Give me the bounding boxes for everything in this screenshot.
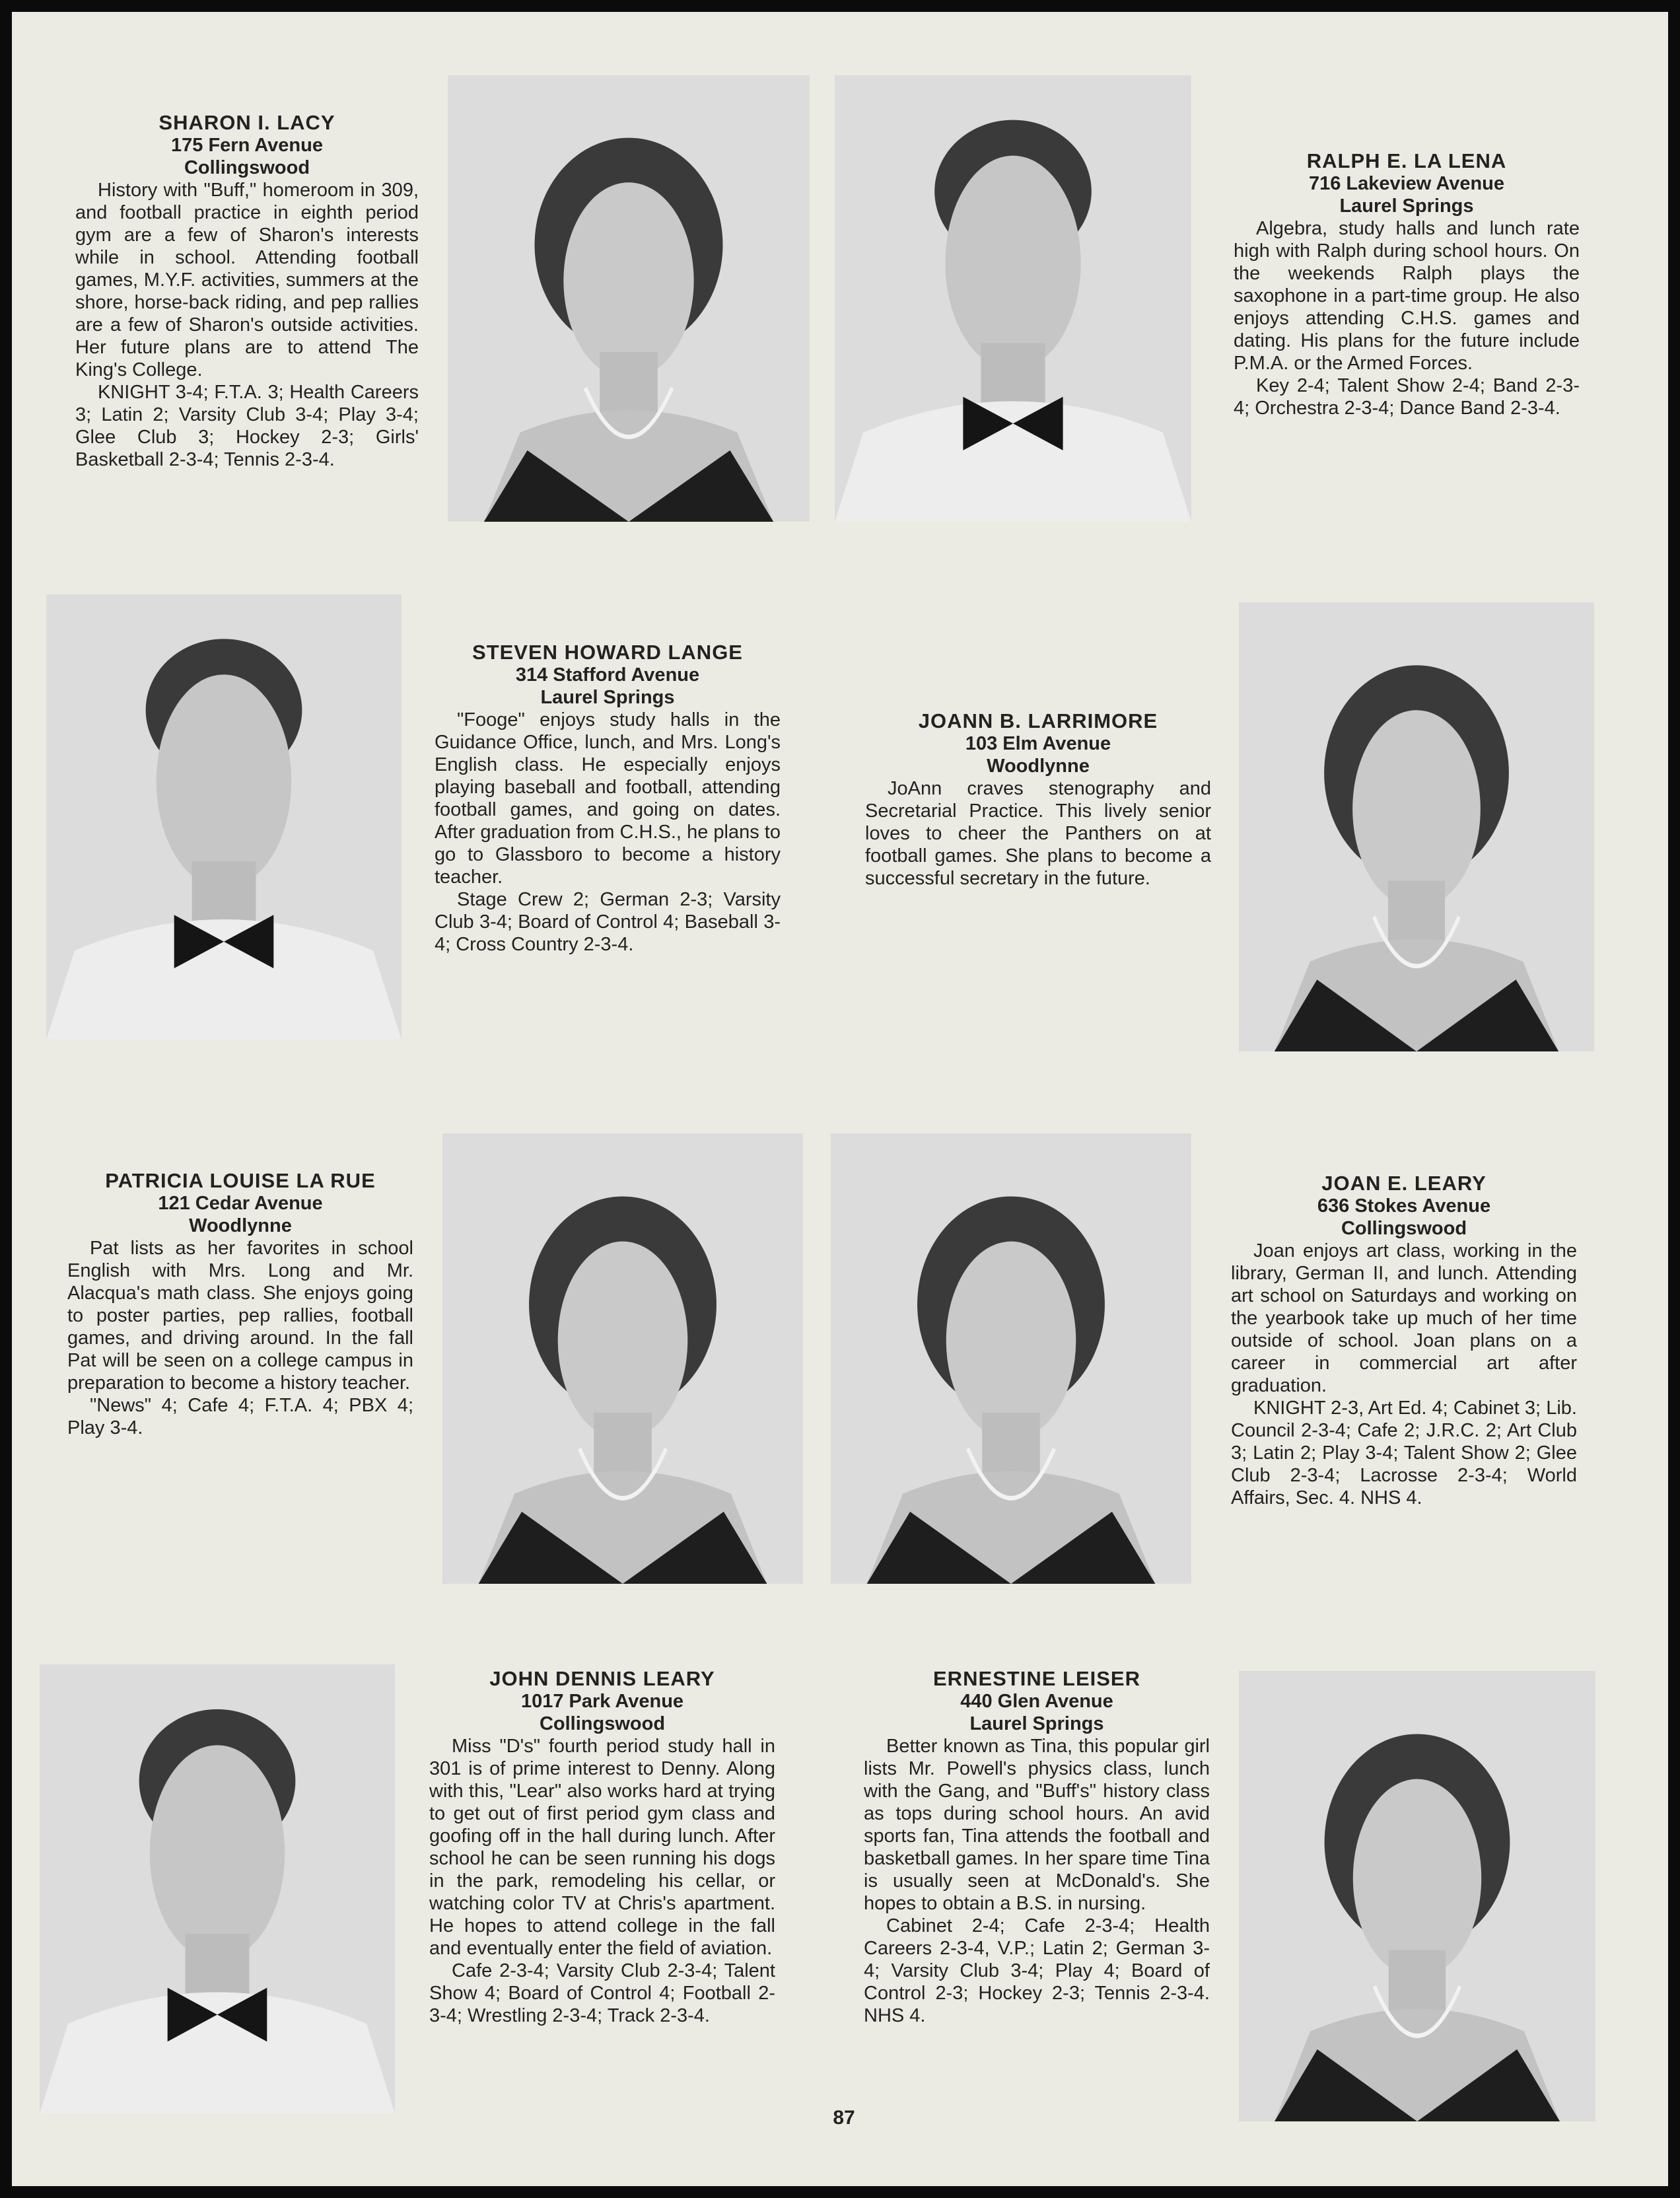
student-entry-sharon-lacy xyxy=(75,111,419,471)
student-bio: "Fooge" enjoys study halls in the Guidance Office, lunch, and Mrs. Long's English class. He especially enjoys playing baseball and football, attending football games, and going on dates. After graduation from C.H.S., he plans to go to Glassboro to become a history teacher. xyxy=(435,709,781,888)
student-name: SHARON I. LACY xyxy=(158,111,335,134)
student-bio: Algebra, study halls and lunch rate high with Ralph during school hours. On the weekends Ralph plays the saxophone in a part-time group. He also enjoys attending C.H.S. games and dating. His plans for the future include P.M.A. or the Armed Forces. xyxy=(1234,218,1580,374)
student-town: Woodlynne xyxy=(987,756,1090,777)
student-town: Collingswood xyxy=(184,157,310,178)
student-address: 103 Elm Avenue xyxy=(965,733,1111,754)
student-bio: Miss "D's" fourth period study hall in 301 is of prime interest to Denny. Along with this, "Lear" also works hard at trying to get out of first period gym class and goofing off in the hall during lunch. After school he can be seen running his dogs in the park, remodeling his cellar, or watching color TV at Chris's apartment. He hopes to attend college in the fall and eventually enter the field of aviation. xyxy=(429,1736,775,1959)
student-address: 121 Cedar Avenue xyxy=(158,1193,323,1214)
student-entry-joan-leary xyxy=(1231,1172,1577,1509)
page-number: 87 xyxy=(833,2107,855,2129)
portrait-photo-ralph-la-lena xyxy=(835,75,1191,522)
portrait-photo-patricia-la-rue xyxy=(442,1133,803,1584)
student-name: RALPH E. LA LENA xyxy=(1306,149,1507,172)
student-bio: Better known as Tina, this popular girl lists Mr. Powell's physics class, lunch with the Gang, and "Buff's" history class as tops during school hours. An avid sports fan, Tina attends the football and basketball games. In her spare time Tina is usually seen at McDonald's. She hopes to obtain a B.S. in nursing. xyxy=(864,1736,1210,1914)
student-address: 440 Glen Avenue xyxy=(960,1691,1113,1712)
student-name: STEVEN HOWARD LANGE xyxy=(472,641,743,664)
student-entry-ernestine-leiser xyxy=(864,1667,1210,2027)
student-activities: KNIGHT 2-3, Art Ed. 4; Cabinet 3; Lib. Council 2-3-4; Cafe 2; J.R.C. 2; Art Club 3; Latin 2; Play 3-4; Talent Show 2; Glee Club 2-3-4; Lacrosse 2-3-4; World Affairs, Sec. 4. NHS 4. xyxy=(1231,1398,1577,1508)
yearbook-page xyxy=(12,12,1668,2186)
student-activities: "News" 4; Cafe 4; F.T.A. 4; PBX 4; Play 3-4. xyxy=(67,1395,413,1438)
student-bio: Pat lists as her favorites in school English with Mrs. Long and Mr. Alacqua's math class. She enjoys going to poster parties, pep rallies, football games, and driving around. In the fall Pat will be seen on a college campus in preparation to become a history teacher. xyxy=(67,1238,413,1394)
student-address: 716 Lakeview Avenue xyxy=(1308,173,1505,194)
student-entry-joann-larrimore xyxy=(865,709,1211,890)
portrait-photo-ernestine-leiser xyxy=(1239,1671,1595,2121)
student-town: Collingswood xyxy=(539,1713,666,1734)
student-activities: Cafe 2-3-4; Varsity Club 2-3-4; Talent Show 4; Board of Control 4; Football 2-3-4; Wrestling 2-3-4; Track 2-3-4. xyxy=(429,1960,775,2026)
student-entry-steven-lange xyxy=(435,641,781,956)
student-entry-ralph-la-lena xyxy=(1234,149,1580,419)
portrait-photo-joann-larrimore xyxy=(1239,602,1594,1051)
student-bio: History with "Buff," homeroom in 309, and football practice in eighth period gym are a few of Sharon's interests while in school. Attending football games, M.Y.F. activities, summers at the shore, horse-back riding, and pep rallies are a few of Sharon's outside activities. Her future plans are to attend The King's College. xyxy=(75,180,419,380)
student-town: Woodlynne xyxy=(189,1215,292,1236)
student-entry-john-leary xyxy=(429,1667,775,2027)
student-address: 314 Stafford Avenue xyxy=(515,664,700,686)
portrait-photo-joan-leary xyxy=(831,1133,1191,1584)
student-address: 636 Stokes Avenue xyxy=(1317,1195,1491,1217)
student-town: Laurel Springs xyxy=(969,1713,1104,1734)
student-town: Collingswood xyxy=(1341,1218,1467,1239)
student-address: 175 Fern Avenue xyxy=(171,135,323,156)
student-name: JOANN B. LARRIMORE xyxy=(918,709,1158,732)
student-activities: Key 2-4; Talent Show 2-4; Band 2-3-4; Orchestra 2-3-4; Dance Band 2-3-4. xyxy=(1234,375,1580,419)
student-activities: KNIGHT 3-4; F.T.A. 3; Health Careers 3; Latin 2; Varsity Club 3-4; Play 3-4; Glee Club 3; Hockey 2-3; Girls' Basketball 2-3-4; Tennis 2-3-4. xyxy=(75,382,419,470)
student-town: Laurel Springs xyxy=(1339,195,1474,217)
student-bio: Joan enjoys art class, working in the library, German II, and lunch. Attending art school on Saturdays and working on the yearbook take up much of her time outside of school. Joan plans on a career in commercial art after graduation. xyxy=(1231,1240,1577,1396)
portrait-photo-john-leary xyxy=(40,1664,395,2113)
student-address: 1017 Park Avenue xyxy=(520,1691,684,1712)
student-activities: Stage Crew 2; German 2-3; Varsity Club 3-4; Board of Control 4; Baseball 3-4; Cross Country 2-3-4. xyxy=(435,889,781,955)
student-bio: JoAnn craves stenography and Secretarial Practice. This lively senior loves to cheer the Panthers on at football games. She plans to become a successful secretary in the future. xyxy=(865,778,1211,889)
student-activities: Cabinet 2-4; Cafe 2-3-4; Health Careers 2-3-4, V.P.; Latin 2; German 3-4; Varsity Club 3-4; Play 4; Board of Control 2-3; Hockey 2-3; Tennis 2-3-4. NHS 4. xyxy=(864,1915,1210,2026)
portrait-photo-sharon-lacy xyxy=(448,75,810,522)
portrait-photo-steven-lange xyxy=(46,594,402,1040)
student-name: ERNESTINE LEISER xyxy=(933,1667,1140,1690)
student-town: Laurel Springs xyxy=(540,687,675,708)
student-name: PATRICIA LOUISE LA RUE xyxy=(105,1169,376,1192)
student-entry-patricia-la-rue xyxy=(67,1169,413,1439)
student-name: JOHN DENNIS LEARY xyxy=(489,1667,715,1690)
student-name: JOAN E. LEARY xyxy=(1321,1172,1487,1195)
